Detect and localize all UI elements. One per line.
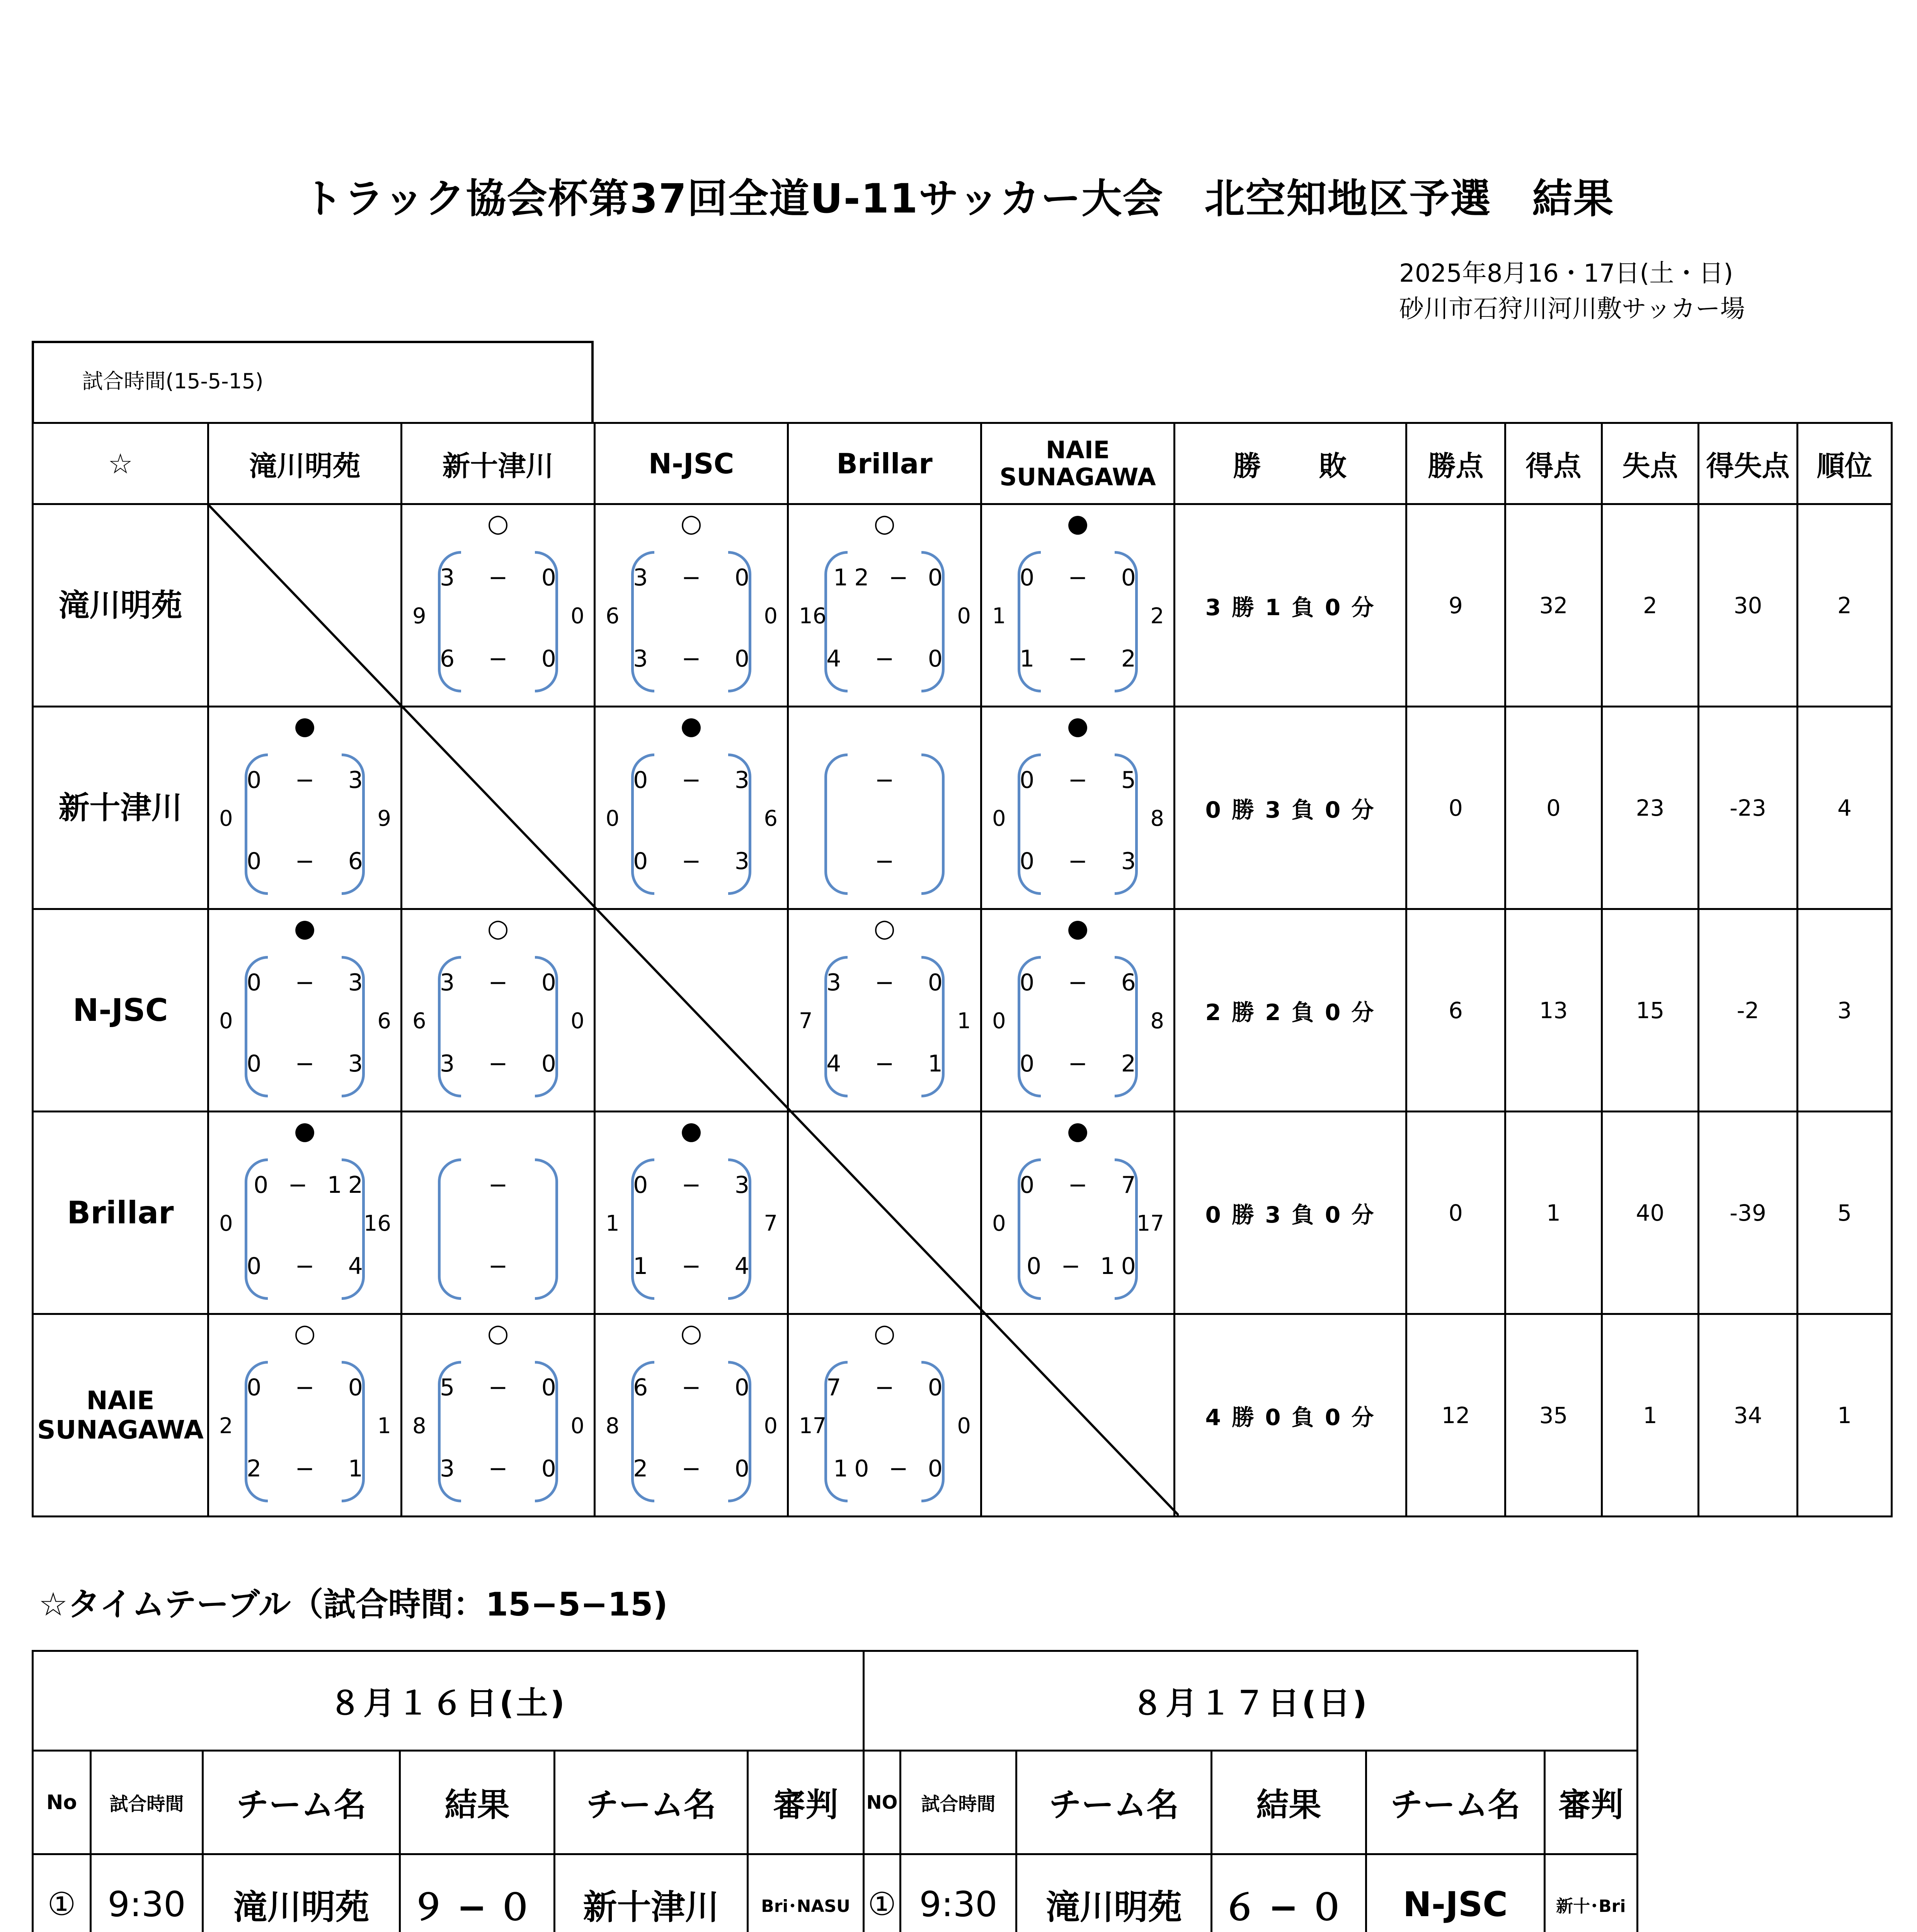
rank: 4 bbox=[1798, 707, 1892, 909]
col-team-name-line: NAIE bbox=[1045, 435, 1110, 464]
goals-against: 6 bbox=[377, 1008, 391, 1034]
game-result: ６−０ bbox=[1212, 1854, 1366, 1932]
col-team-name-line: 新十津川 bbox=[442, 449, 554, 482]
loss-mark: ● bbox=[294, 914, 316, 943]
second-half-score: 3 − 0 bbox=[440, 1455, 569, 1482]
loss-mark: ● bbox=[1067, 711, 1089, 740]
row-team-line: 滝川明苑 bbox=[58, 587, 182, 623]
row-team-line: SUNAGAWA bbox=[37, 1415, 204, 1445]
goals-against: 0 bbox=[957, 603, 971, 629]
second-half-score: 2 − 0 bbox=[633, 1455, 763, 1482]
away-team bbox=[555, 1854, 748, 1932]
second-half-score: 0 − 6 bbox=[247, 847, 376, 875]
loss-mark: ● bbox=[1067, 1116, 1089, 1145]
away-team-line: 新十津川 bbox=[583, 1887, 719, 1927]
col-team-name-line: N-JSC bbox=[648, 447, 734, 480]
loss-mark: ● bbox=[680, 1116, 702, 1145]
first-half-score: 0 − 0 bbox=[1020, 564, 1149, 591]
win-mark: ○ bbox=[873, 1319, 896, 1348]
corner-mark: ☆ bbox=[33, 423, 208, 504]
col-team-header bbox=[788, 423, 981, 504]
goals-for: 17 bbox=[799, 1413, 827, 1439]
goals-for-total: 0 bbox=[1505, 707, 1602, 909]
col-team2: チーム名 bbox=[555, 1751, 748, 1854]
points: 0 bbox=[1406, 707, 1505, 909]
win-mark: ○ bbox=[487, 1319, 509, 1348]
goal-diff-header: 得失点 bbox=[1699, 423, 1798, 504]
points: 0 bbox=[1406, 1112, 1505, 1314]
rank: 1 bbox=[1798, 1314, 1892, 1517]
col-team-name-line: Brillar bbox=[836, 447, 933, 480]
goal-difference: 30 bbox=[1699, 504, 1798, 707]
day1-header: ８月１６日(土) bbox=[33, 1651, 864, 1751]
first-half-score: 5 − 0 bbox=[440, 1374, 569, 1401]
second-half-score: − bbox=[488, 1252, 521, 1280]
loss-mark: ● bbox=[294, 711, 316, 740]
goals-for: 0 bbox=[992, 1008, 1006, 1034]
row-team-line: 新十津川 bbox=[58, 789, 182, 826]
day2-header: ８月１７日(日) bbox=[864, 1651, 1638, 1751]
goal-difference: -39 bbox=[1699, 1112, 1798, 1314]
goals-against: 1 bbox=[957, 1008, 971, 1034]
goals-against: 2 bbox=[1150, 603, 1164, 629]
first-half-score: 0 − 3 bbox=[247, 969, 376, 996]
points-header: 勝点 bbox=[1406, 423, 1505, 504]
goals-against: 7 bbox=[764, 1211, 778, 1236]
rank: 5 bbox=[1798, 1112, 1892, 1314]
goals-for-total: 13 bbox=[1505, 909, 1602, 1112]
points: 6 bbox=[1406, 909, 1505, 1112]
kickoff-time: 9:30 bbox=[901, 1854, 1016, 1932]
goals-for: 0 bbox=[992, 806, 1006, 831]
row-team-name bbox=[33, 1314, 208, 1517]
goals-for: 8 bbox=[412, 1413, 426, 1439]
row-team-line: NAIE bbox=[86, 1385, 155, 1415]
goals-for: 0 bbox=[606, 806, 620, 831]
second-half-score: 3 − 0 bbox=[633, 645, 763, 672]
kickoff-time: 9:30 bbox=[91, 1854, 203, 1932]
second-half-score: 0 − 10 bbox=[1027, 1252, 1142, 1280]
timetable-title: ☆タイムテーブル（試合時間：15−5−15) bbox=[39, 1585, 668, 1623]
event-venue: 砂川市石狩川河川敷サッカー場 bbox=[1399, 295, 1745, 323]
second-half-score: 10 − 0 bbox=[833, 1455, 949, 1482]
goals-against: 8 bbox=[1150, 806, 1164, 831]
col-ref-2: 審判 bbox=[1544, 1751, 1637, 1854]
goals-for: 8 bbox=[606, 1413, 620, 1439]
col-team-2: チーム名 bbox=[1016, 1751, 1212, 1854]
home-team-line: 滝川明苑 bbox=[233, 1887, 369, 1927]
home-team bbox=[203, 1854, 400, 1932]
row-team-line: N-JSC bbox=[73, 992, 168, 1028]
goals-against-total: 15 bbox=[1602, 909, 1699, 1112]
col-team: チーム名 bbox=[203, 1751, 400, 1854]
loss-mark: ● bbox=[680, 711, 702, 740]
col-no-2: NO bbox=[864, 1751, 901, 1854]
col-team-header bbox=[208, 423, 402, 504]
away-team-line: N-JSC bbox=[1403, 1884, 1508, 1924]
points: 9 bbox=[1406, 504, 1505, 707]
goals-against: 0 bbox=[764, 603, 778, 629]
first-half-score: 12 − 0 bbox=[833, 564, 949, 591]
first-half-score: 3 − 0 bbox=[826, 969, 956, 996]
home-team-line: 滝川明苑 bbox=[1045, 1887, 1182, 1927]
goals-for: 9 bbox=[412, 603, 426, 629]
goal-difference: 34 bbox=[1699, 1314, 1798, 1517]
goals-for-total: 32 bbox=[1505, 504, 1602, 707]
second-half-score: 2 − 1 bbox=[247, 1455, 376, 1482]
points: 12 bbox=[1406, 1314, 1505, 1517]
second-half-score: 1 − 4 bbox=[633, 1252, 763, 1280]
goals-for: 6 bbox=[412, 1008, 426, 1034]
win-mark: ○ bbox=[873, 509, 896, 538]
col-result: 結果 bbox=[400, 1751, 555, 1854]
goals-for: 1 bbox=[992, 603, 1006, 629]
first-half-score: 3 − 0 bbox=[440, 969, 569, 996]
record: 3 勝 1 負 0 分 bbox=[1175, 504, 1406, 707]
goals-against: 0 bbox=[957, 1413, 971, 1439]
page-title: トラック協会杯第37回全道U-11サッカー大会 北空知地区予選 結果 bbox=[303, 175, 1614, 222]
col-team-header bbox=[981, 423, 1175, 504]
rank: 3 bbox=[1798, 909, 1892, 1112]
goals-for: 0 bbox=[992, 1211, 1006, 1236]
row-team-name bbox=[33, 909, 208, 1112]
record: 2 勝 2 負 0 分 bbox=[1175, 909, 1406, 1112]
goals-against: 0 bbox=[570, 603, 584, 629]
col-team-header bbox=[595, 423, 788, 504]
win-mark: ○ bbox=[873, 914, 896, 943]
col-time: 試合時間 bbox=[91, 1751, 203, 1854]
goals-for: 7 bbox=[799, 1008, 813, 1034]
win-mark: ○ bbox=[487, 509, 509, 538]
second-half-score: 3 − 0 bbox=[440, 1050, 569, 1077]
goals-against: 0 bbox=[764, 1413, 778, 1439]
second-half-score: 6 − 0 bbox=[440, 645, 569, 672]
loss-mark: ● bbox=[1067, 914, 1089, 943]
goals-for-total: 35 bbox=[1505, 1314, 1602, 1517]
col-no: No bbox=[33, 1751, 91, 1854]
row-team-line: Brillar bbox=[67, 1194, 174, 1231]
goals-for-total: 1 bbox=[1505, 1112, 1602, 1314]
row-team-name bbox=[33, 707, 208, 909]
goals-against-total: 2 bbox=[1602, 504, 1699, 707]
event-info bbox=[1399, 256, 1745, 327]
row-team-name bbox=[33, 1112, 208, 1314]
record: 0 勝 3 負 0 分 bbox=[1175, 707, 1406, 909]
game-number: ① bbox=[864, 1854, 901, 1932]
away-team bbox=[1366, 1854, 1545, 1932]
diagonal-line bbox=[207, 503, 1179, 1515]
record: 0 勝 3 負 0 分 bbox=[1175, 1112, 1406, 1314]
goals-for: 1 bbox=[606, 1211, 620, 1236]
goals-against-total: 40 bbox=[1602, 1112, 1699, 1314]
goals-for: 0 bbox=[219, 1211, 233, 1236]
first-half-score: 7 − 0 bbox=[826, 1374, 956, 1401]
col-result-2: 結果 bbox=[1212, 1751, 1366, 1854]
first-half-score: − bbox=[488, 1171, 521, 1199]
second-half-score: 0 − 3 bbox=[633, 847, 763, 875]
col-team-header bbox=[402, 423, 595, 504]
second-half-score: 0 − 3 bbox=[1020, 847, 1149, 875]
col-team-name-line: SUNAGAWA bbox=[999, 463, 1156, 491]
referee: Bri･NASU bbox=[748, 1854, 864, 1932]
first-half-score: 0 − 6 bbox=[1020, 969, 1149, 996]
goals-against: 9 bbox=[377, 806, 391, 831]
first-half-score: − bbox=[875, 766, 907, 794]
first-half-score: 0 − 0 bbox=[247, 1374, 376, 1401]
first-half-score: 0 − 3 bbox=[247, 766, 376, 794]
second-half-score: 0 − 3 bbox=[247, 1050, 376, 1077]
goals-against: 6 bbox=[764, 806, 778, 831]
goals-for: 16 bbox=[799, 603, 827, 629]
referee: 新十･Bri bbox=[1544, 1854, 1637, 1932]
game-number: ① bbox=[33, 1854, 91, 1932]
game-result: ９−０ bbox=[400, 1854, 555, 1932]
col-team-name-line: 滝川明苑 bbox=[249, 449, 361, 482]
goals-for: 2 bbox=[219, 1413, 233, 1439]
goals-against: 17 bbox=[1136, 1211, 1164, 1236]
home-team bbox=[1016, 1854, 1212, 1932]
first-half-score: 0 − 12 bbox=[254, 1171, 369, 1199]
goals-against-total: 23 bbox=[1602, 707, 1699, 909]
goal-difference: -23 bbox=[1699, 707, 1798, 909]
goals-against: 0 bbox=[570, 1413, 584, 1439]
second-half-score: 0 − 4 bbox=[247, 1252, 376, 1280]
record: 4 勝 0 負 0 分 bbox=[1175, 1314, 1406, 1517]
first-half-score: 6 − 0 bbox=[633, 1374, 763, 1401]
col-ref: 審判 bbox=[748, 1751, 864, 1854]
second-half-score: − bbox=[875, 847, 907, 875]
win-mark: ○ bbox=[680, 1319, 702, 1348]
goal-difference: -2 bbox=[1699, 909, 1798, 1112]
goals-for-header: 得点 bbox=[1505, 423, 1602, 504]
first-half-score: 0 − 3 bbox=[633, 766, 763, 794]
goals-against: 8 bbox=[1150, 1008, 1164, 1034]
goals-for: 6 bbox=[606, 603, 620, 629]
game-row bbox=[33, 1854, 1638, 1932]
win-mark: ○ bbox=[680, 509, 702, 538]
loss-mark: ● bbox=[1067, 509, 1089, 538]
row-team-name bbox=[33, 504, 208, 707]
win-mark: ○ bbox=[294, 1319, 316, 1348]
second-half-score: 4 − 0 bbox=[826, 645, 956, 672]
goals-for: 0 bbox=[219, 806, 233, 831]
first-half-score: 0 − 7 bbox=[1020, 1171, 1149, 1199]
header-row bbox=[33, 423, 1892, 504]
goals-against: 0 bbox=[570, 1008, 584, 1034]
second-half-score: 1 − 2 bbox=[1020, 645, 1149, 672]
col-team2-2: チーム名 bbox=[1366, 1751, 1545, 1854]
goals-against: 1 bbox=[377, 1413, 391, 1439]
goals-against-total: 1 bbox=[1602, 1314, 1699, 1517]
first-half-score: 3 − 0 bbox=[440, 564, 569, 591]
first-half-score: 3 − 0 bbox=[633, 564, 763, 591]
second-half-score: 4 − 1 bbox=[826, 1050, 956, 1077]
goals-against-header: 失点 bbox=[1602, 423, 1699, 504]
first-half-score: 0 − 5 bbox=[1020, 766, 1149, 794]
loss-mark: ● bbox=[294, 1116, 316, 1145]
timetable bbox=[32, 1650, 1638, 1932]
first-half-score: 0 − 3 bbox=[633, 1171, 763, 1199]
win-mark: ○ bbox=[487, 914, 509, 943]
rank-header: 順位 bbox=[1798, 423, 1892, 504]
goals-against: 16 bbox=[363, 1211, 391, 1236]
col-time-2: 試合時間 bbox=[901, 1751, 1016, 1854]
goals-for: 0 bbox=[219, 1008, 233, 1034]
record-header: 勝 敗 bbox=[1175, 423, 1406, 504]
event-date: 2025年8月16・17日(土・日) bbox=[1399, 259, 1733, 288]
match-duration-caption: 試合時間(15-5-15) bbox=[82, 369, 264, 393]
second-half-score: 0 − 2 bbox=[1020, 1050, 1149, 1077]
rank: 2 bbox=[1798, 504, 1892, 707]
